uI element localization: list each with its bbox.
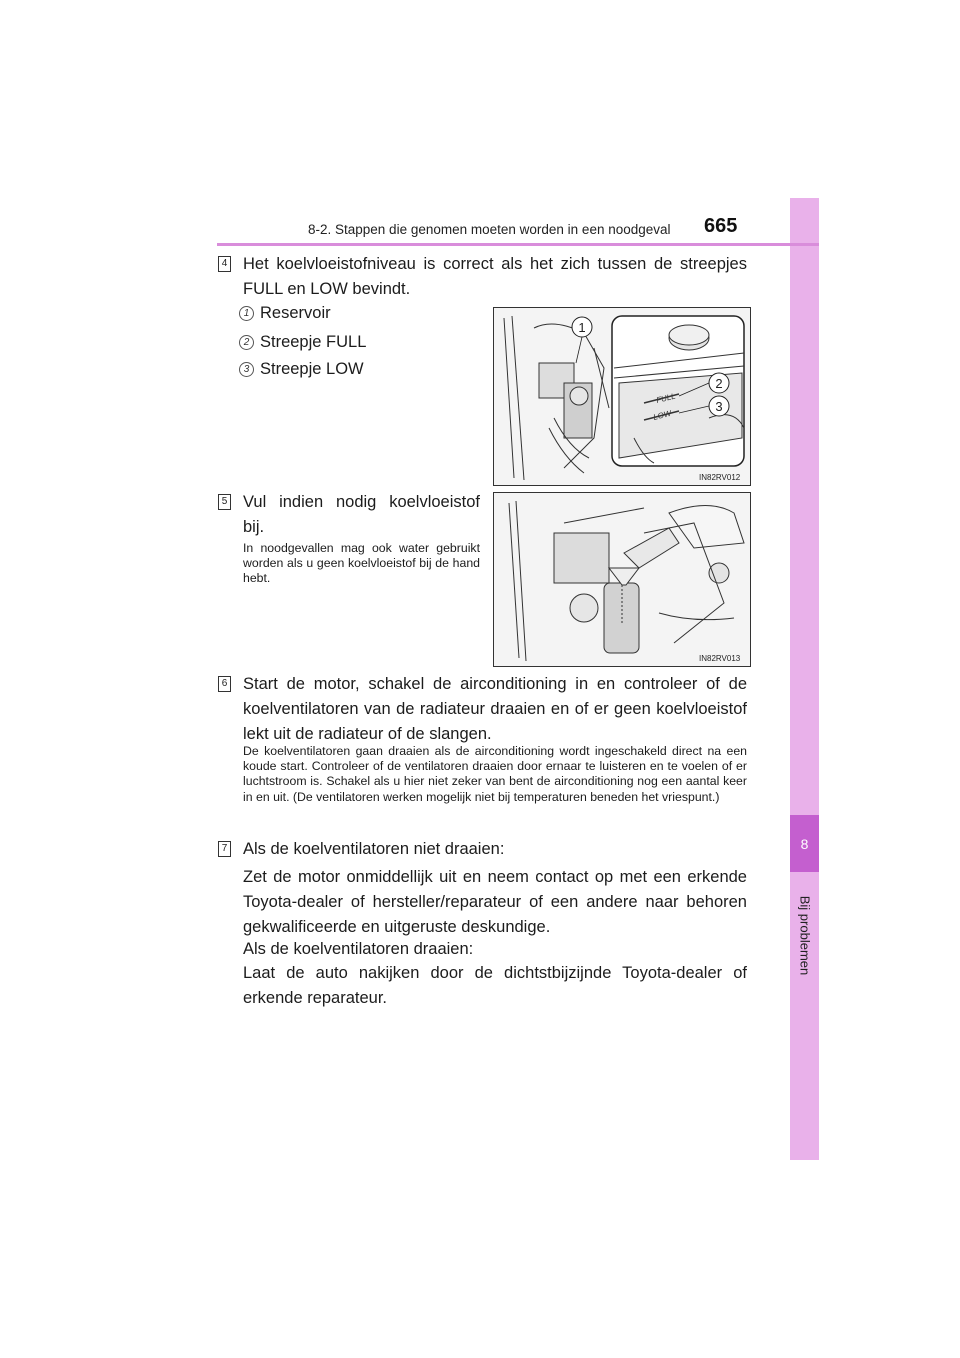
chapter-number-tab: 8 xyxy=(790,815,819,872)
step-7-condition-2: Als de koelventilatoren draaien: xyxy=(243,940,474,958)
callout-2: 2 xyxy=(715,376,723,391)
legend-num-3: 3 xyxy=(239,362,254,377)
page-number: 665 xyxy=(704,215,738,237)
legend-label-low: Streepje LOW xyxy=(260,360,364,378)
step-7-badge: 7 xyxy=(218,841,231,857)
legend-label-reservoir: Reservoir xyxy=(260,304,331,322)
step-6-badge: 6 xyxy=(218,676,231,692)
legend-num-1: 1 xyxy=(239,306,254,321)
step-4-text: Het koelvloeistofniveau is correct als het zich tussen de streepjes FULL en LOW bevindt. xyxy=(243,255,747,298)
low-mark-label: LOW xyxy=(652,408,673,422)
step-7-action-2: Laat de auto nakijken door de dichtstbijzijnde Toyota-dealer of erkende reparateur. xyxy=(243,964,747,1007)
legend-label-full: Streepje FULL xyxy=(260,333,367,351)
legend-num-2: 2 xyxy=(239,335,254,350)
callout-1: 1 xyxy=(578,320,586,335)
refill-coolant-illustration xyxy=(494,493,750,666)
step-4-badge: 4 xyxy=(218,256,231,272)
figure-refill-coolant xyxy=(493,492,751,667)
figure-coolant-reservoir xyxy=(493,307,751,486)
step-6-note: De koelventilatoren gaan draaien als de airconditioning wordt ingeschakeld direct na een koude start. Controleer of de ventilatoren draaien door ernaar te luisteren en te voelen of er luchtstroom is. Schakel als u hier niet zeker van bent de airconditioning nog een aantal keer in en uit. (De ventilatoren werken mogelijk niet bij temperaturen beneden het vriespunt.) xyxy=(243,744,747,804)
step-5-note: In noodgevallen mag ook water gebruikt worden als u geen koelvloeistof bij de hand hebt. xyxy=(243,541,480,586)
chapter-label-text: Bij problemen xyxy=(797,895,812,975)
header-rule xyxy=(217,243,819,246)
step-7-condition-1: Als de koelventilatoren niet draaien: xyxy=(243,840,505,858)
section-title: 8-2. Stappen die genomen moeten worden in een noodgeval xyxy=(308,222,671,237)
callout-3: 3 xyxy=(715,399,723,414)
chapter-label xyxy=(790,880,819,990)
full-mark-label: FULL xyxy=(655,391,677,405)
step-6-text: Start de motor, schakel de airconditioning in en controleer of de koelventilatoren van de radiateur draaien en of er geen koelvloeistof lekt uit de radiateur of de slangen. xyxy=(243,675,747,743)
figure-2-code: IN82RV013 xyxy=(699,654,741,663)
coolant-reservoir-illustration xyxy=(494,308,750,485)
figure-1-code: IN82RV012 xyxy=(699,473,741,482)
step-7-action-1: Zet de motor onmiddellijk uit en neem contact op met een erkende Toyota-dealer of hersteller/reparateur of een andere naar behoren gekwalificeerde en uitgeruste deskundige. xyxy=(243,868,747,936)
chapter-side-tab xyxy=(790,198,819,1160)
step-5-text: Vul indien nodig koelvloeistof bij. xyxy=(243,493,480,536)
step-5-badge: 5 xyxy=(218,494,231,510)
